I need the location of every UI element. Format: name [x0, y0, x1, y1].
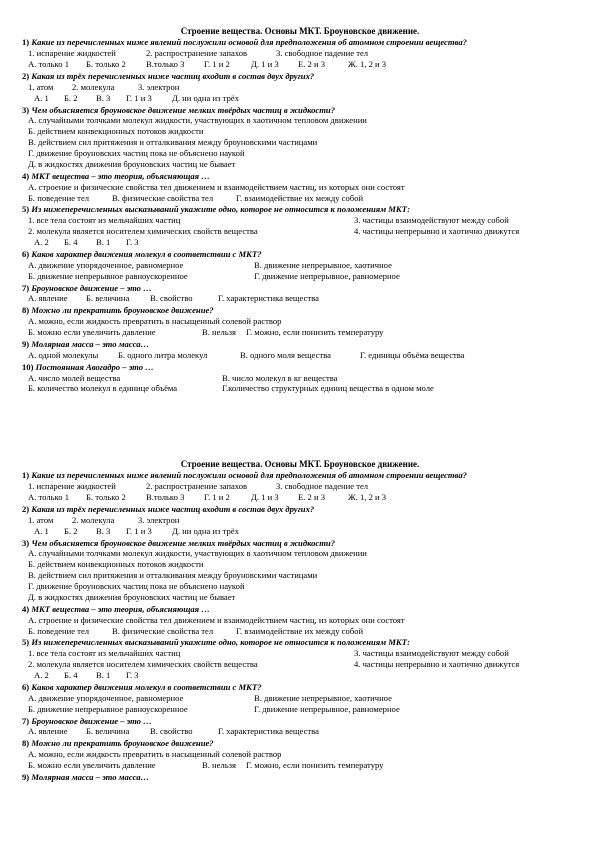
answer-option: А. число молей вещества: [28, 372, 121, 383]
option-item: 1. испарение жидкостей: [28, 481, 116, 492]
answer-option: В. действием сил притяжения и отталкивания между броуновскими частицами: [28, 570, 318, 581]
answer-option: В. 3: [96, 525, 111, 536]
answer-option: Г.количество структурных единиц вещества в одном моле: [222, 383, 434, 394]
question-number: 10): [22, 361, 34, 372]
question-number: 5): [22, 204, 30, 215]
answer-option: Г. единицы объёма вещества: [360, 349, 465, 360]
option-item: 3. частицы взаимодействуют между собой: [354, 648, 509, 659]
question-number: 4): [22, 170, 30, 181]
answer-option: Б. только 2: [86, 59, 126, 70]
question-10: [22, 363, 578, 395]
answer-option: Б. можно если увеличить давление: [28, 760, 156, 771]
answer-option: Г. характеристика вещества: [218, 293, 319, 304]
question-7: [22, 717, 578, 738]
question-number: 7): [22, 282, 30, 293]
answer-option: Б. 2: [64, 92, 78, 103]
option-item: 2. распространение запахов: [146, 48, 248, 59]
option-item: 1. атом: [28, 514, 54, 525]
answer-option: Б. поведение тел: [28, 192, 90, 203]
answer-option: А. 2: [34, 237, 49, 248]
answer-option: В. движение непрерывное, хаотичное: [254, 259, 392, 270]
option-item: 3. свободное падение тел: [276, 481, 369, 492]
answer-option: Г. движение непрерывное, равномерное: [254, 270, 400, 281]
answer-option: Г. можно, если понизить температуру: [246, 327, 384, 338]
option-item: 2. молекула: [72, 514, 115, 525]
option-item: 4. частицы непрерывно и хаотично движутся: [354, 226, 520, 237]
answer-option: В. 1: [96, 237, 111, 248]
answer-option: Б. 4: [64, 670, 78, 681]
answer-option: Б. действием конвекционных потоков жидкости: [28, 559, 204, 570]
question-8: [22, 306, 578, 338]
answer-option: Б. можно если увеличить давление: [28, 327, 156, 338]
option-item: 4. частицы непрерывно и хаотично движутся: [354, 659, 520, 670]
question-text: Можно ли прекратить броуновское движение?: [31, 738, 214, 749]
answer-option: Е. 2 и 3: [298, 59, 326, 70]
option-item: 2. распространение запахов: [146, 481, 248, 492]
question-9: [22, 773, 578, 783]
answer-option: Г. движение броуновских частиц пока не объяснено наукой: [28, 148, 245, 159]
answer-option: Д. в жидкостях движения броуновских частиц не бывает: [28, 158, 236, 169]
answer-option: А. 1: [34, 92, 49, 103]
answer-option: Б. количество молекул в единице объёма: [28, 383, 178, 394]
page-title: Строение вещества. Основы МКТ. Броуновское движение.: [180, 26, 420, 36]
answer-option: В. 1: [96, 670, 111, 681]
answer-option: В. число молекул в кг вещества: [222, 372, 338, 383]
option-item: 1. все тела состоят из мельчайших частиц: [28, 215, 181, 226]
answer-option: Б. только 2: [86, 492, 126, 503]
answer-option: Д. 1 и 3: [251, 492, 279, 503]
option-item: 3. электрон: [138, 81, 180, 92]
answer-option: Ж. 1, 2 и 3: [348, 492, 387, 503]
question-4: [22, 605, 578, 637]
question-text: Каков характер движения молекул в соответствии с МКТ?: [31, 248, 262, 259]
question-number: 8): [22, 738, 30, 749]
option-item: 2. молекула: [72, 81, 115, 92]
question-8: [22, 739, 578, 771]
answer-option: А. только 1: [28, 492, 70, 503]
answer-option: В.только 3: [146, 492, 185, 503]
answer-option: Б. действием конвекционных потоков жидкости: [28, 126, 204, 137]
question-number: 1): [22, 470, 30, 481]
question-number: 3): [22, 537, 30, 548]
answer-option: Г. можно, если понизить температуру: [246, 760, 384, 771]
answer-option: Д. ни одна из трёх: [172, 92, 239, 103]
answer-option: А. строение и физические свойства тел движением и взаимодействием частиц, из которых они состоят: [28, 614, 405, 625]
answer-option: В. одного моля вещества: [240, 349, 331, 360]
answer-option: А. можно, если жидкость превратить в насыщенный солевой раствор: [28, 316, 282, 327]
question-text: Молярная масса – это масса…: [31, 338, 150, 349]
answer-option: Г. 3: [126, 237, 139, 248]
answer-option: Д. в жидкостях движения броуновских частиц не бывает: [28, 591, 236, 602]
answer-option: В. 3: [96, 92, 111, 103]
answer-option: Г. 3: [126, 670, 139, 681]
question-text: Постоянная Авогадро – это …: [35, 361, 154, 372]
answer-option: Г. взаимодействие их между собой: [236, 192, 364, 203]
answer-option: Д. ни одна из трёх: [172, 525, 239, 536]
answer-option: Б. движение непрерывное равноускоренное: [28, 703, 188, 714]
question-5: [22, 205, 578, 248]
option-item: 2. молекула является носителем химических свойств вещества: [28, 659, 258, 670]
answer-option: А. случайными толчками молекул жидкости, участвующих в хаотичном тепловом движении: [28, 115, 367, 126]
question-text: Какая из трёх перечисленных ниже частиц входит в состав двух других?: [31, 70, 315, 81]
question-text: Из нижеперечисленных высказываний укажите одно, которое не относится к положениям МКТ:: [31, 204, 411, 215]
answer-option: В. физические свойства тел: [112, 192, 214, 203]
answer-option: Г. 1 и 2: [204, 59, 230, 70]
question-text: МКТ вещества – это теория, объясняющая …: [31, 603, 210, 614]
answer-option: А. только 1: [28, 59, 70, 70]
question-5: [22, 638, 578, 681]
question-6: [22, 250, 578, 282]
answer-option: Г. 1 и 3: [126, 92, 152, 103]
question-number: 8): [22, 305, 30, 316]
worksheet-top: [22, 26, 578, 396]
question-number: 2): [22, 503, 30, 514]
answer-option: А. случайными толчками молекул жидкости, участвующих в хаотичном тепловом движении: [28, 548, 367, 559]
answer-option: Б. 4: [64, 237, 78, 248]
answer-option: А. одной молекулы: [28, 349, 99, 360]
answer-option: Г. 1 и 3: [126, 525, 152, 536]
question-1: [22, 471, 578, 503]
question-4: [22, 172, 578, 204]
answer-option: Е. 2 и 3: [298, 492, 326, 503]
answer-option: Г. движение непрерывное, равномерное: [254, 703, 400, 714]
question-text: Какие из перечисленных ниже явлений послужили основой для предположения об атомном строении вещества?: [31, 37, 467, 48]
option-item: 3. частицы взаимодействуют между собой: [354, 215, 509, 226]
question-text: Какая из трёх перечисленных ниже частиц входит в состав двух других?: [31, 503, 315, 514]
answer-option: Г. движение броуновских частиц пока не объяснено наукой: [28, 581, 245, 592]
answer-option: Б. поведение тел: [28, 625, 90, 636]
answer-option: Д. 1 и 3: [251, 59, 279, 70]
option-item: 1. испарение жидкостей: [28, 48, 116, 59]
option-item: 2. молекула является носителем химических свойств вещества: [28, 226, 258, 237]
question-text: МКТ вещества – это теория, объясняющая …: [31, 170, 210, 181]
question-number: 6): [22, 248, 30, 259]
answer-option: Г. взаимодействие их между собой: [236, 625, 364, 636]
question-7: [22, 284, 578, 305]
question-number: 2): [22, 70, 30, 81]
answer-option: А. движение упорядоченное, равномерное: [28, 259, 184, 270]
option-item: 1. все тела состоят из мельчайших частиц: [28, 648, 181, 659]
question-3: [22, 539, 578, 603]
answer-option: В. свойство: [150, 293, 193, 304]
question-text: Молярная масса – это масса…: [31, 771, 150, 782]
question-text: Чем объясняется броуновское движение мелких твёрдых частиц в жидкости?: [31, 104, 336, 115]
question-3: [22, 106, 578, 170]
answer-option: Б. одного литра молекул: [118, 349, 208, 360]
answer-option: Б. 2: [64, 525, 78, 536]
answer-option: В. действием сил притяжения и отталкивания между броуновскими частицами: [28, 137, 318, 148]
answer-option: Б. величина: [86, 293, 130, 304]
question-text: Чем объясняется броуновское движение мелких твёрдых частиц в жидкости?: [31, 537, 336, 548]
question-text: Можно ли прекратить броуновское движение?: [31, 305, 214, 316]
question-number: 4): [22, 603, 30, 614]
question-number: 3): [22, 104, 30, 115]
answer-option: А. строение и физические свойства тел движением и взаимодействием частиц, из которых они состоят: [28, 181, 405, 192]
question-text: Броуновское движение – это …: [31, 282, 152, 293]
answer-option: Б. движение непрерывное равноускоренное: [28, 270, 188, 281]
answer-option: А. можно, если жидкость превратить в насыщенный солевой раствор: [28, 749, 282, 760]
question-number: 1): [22, 37, 30, 48]
question-number: 5): [22, 637, 30, 648]
worksheet-bottom: [22, 459, 578, 785]
question-number: 7): [22, 715, 30, 726]
question-2: [22, 505, 578, 537]
question-9: [22, 340, 578, 361]
question-number: 6): [22, 681, 30, 692]
answer-option: А. движение упорядоченное, равномерное: [28, 692, 184, 703]
question-6: [22, 683, 578, 715]
answer-option: В. свойство: [150, 726, 193, 737]
answer-option: В. движение непрерывное, хаотичное: [254, 692, 392, 703]
question-2: [22, 72, 578, 104]
answer-option: Ж. 1, 2 и 3: [348, 59, 387, 70]
answer-option: В.только 3: [146, 59, 185, 70]
question-text: Каков характер движения молекул в соответствии с МКТ?: [31, 681, 262, 692]
answer-option: В. нельзя: [202, 760, 236, 771]
option-item: 1. атом: [28, 81, 54, 92]
question-number: 9): [22, 338, 30, 349]
answer-option: А. 1: [34, 525, 49, 536]
answer-option: Г. 1 и 2: [204, 492, 230, 503]
answer-option: Б. величина: [86, 726, 130, 737]
question-text: Из нижеперечисленных высказываний укажите одно, которое не относится к положениям МКТ:: [31, 637, 411, 648]
question-1: [22, 38, 578, 70]
answer-option: А. 2: [34, 670, 49, 681]
page-title: Строение вещества. Основы МКТ. Броуновское движение.: [180, 459, 420, 469]
answer-option: В. нельзя: [202, 327, 236, 338]
question-text: Какие из перечисленных ниже явлений послужили основой для предположения об атомном строении вещества?: [31, 470, 467, 481]
option-item: 3. электрон: [138, 514, 180, 525]
answer-option: В. физические свойства тел: [112, 625, 214, 636]
question-text: Броуновское движение – это …: [31, 715, 152, 726]
answer-option: Г. характеристика вещества: [218, 726, 319, 737]
answer-option: А. явление: [28, 293, 68, 304]
answer-option: А. явление: [28, 726, 68, 737]
option-item: 3. свободное падение тел: [276, 48, 369, 59]
question-number: 9): [22, 771, 30, 782]
